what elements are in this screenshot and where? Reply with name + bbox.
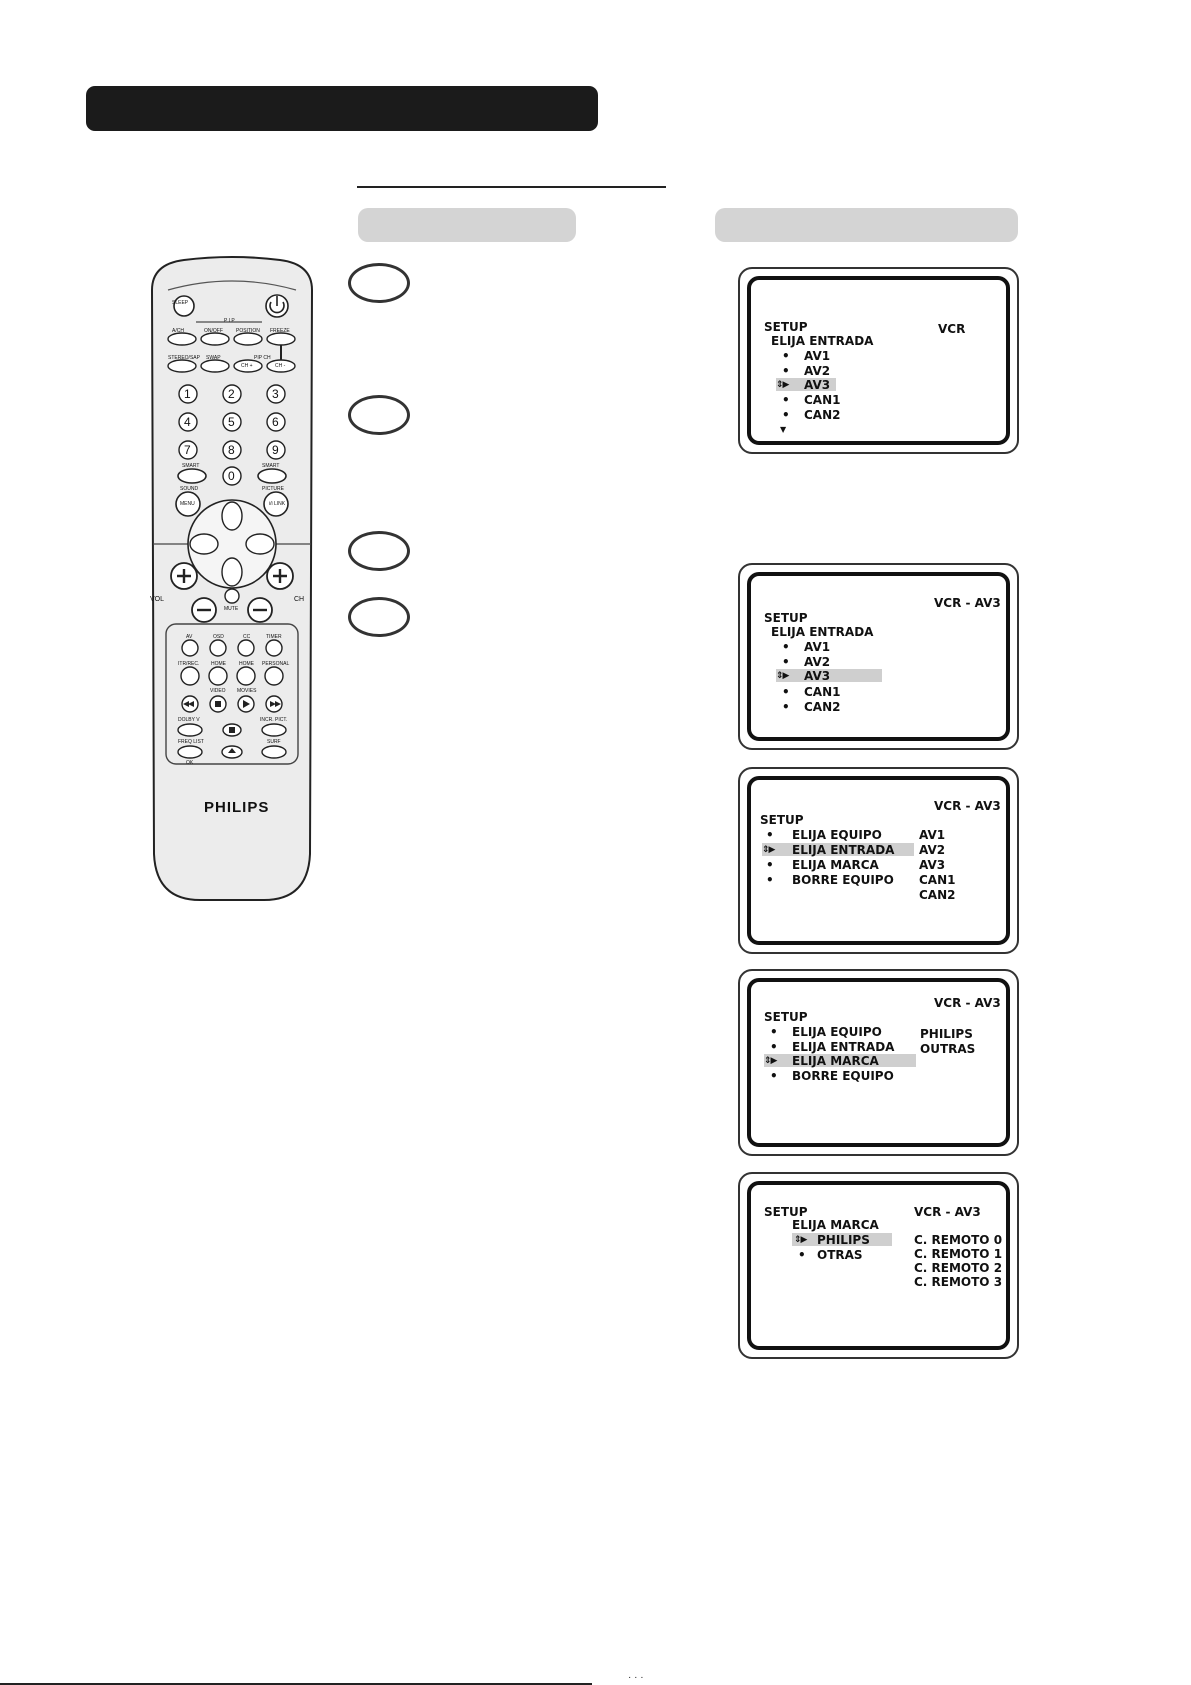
bullet-icon: • xyxy=(782,640,790,654)
freeze-button[interactable] xyxy=(267,333,295,345)
osd-label: OSD xyxy=(213,634,224,640)
setup-label: SETUP xyxy=(764,320,808,334)
ach-label: A/CH xyxy=(172,328,184,334)
menu-item: OTRAS xyxy=(817,1248,863,1262)
section-header-bar xyxy=(86,86,598,131)
mute-label: MUTE xyxy=(224,606,239,612)
column-heading-left xyxy=(358,208,576,242)
itr-rec-button[interactable] xyxy=(181,667,199,685)
step-oval-2 xyxy=(348,395,410,435)
cc-button[interactable] xyxy=(238,640,254,656)
title-underline xyxy=(357,186,666,188)
bullet-icon: • xyxy=(782,685,790,699)
cursor-down-button[interactable] xyxy=(222,558,242,586)
ok-label: OK xyxy=(186,760,194,766)
column-heading-right xyxy=(715,208,1018,242)
sleep-button[interactable] xyxy=(174,296,194,316)
setup-label: SETUP xyxy=(760,813,804,827)
stereo-sap-button[interactable] xyxy=(168,360,196,372)
dolby-button[interactable] xyxy=(178,724,202,736)
ilink-label: i/i LINK xyxy=(269,501,286,507)
screen-title: VCR xyxy=(938,322,966,336)
swap-label: SWAP xyxy=(206,355,221,361)
movies-label: MOVIES xyxy=(237,688,257,694)
digit-1-label: 1 xyxy=(184,387,191,401)
bullet-icon: • xyxy=(782,364,790,378)
screen-title: VCR - AV3 xyxy=(934,996,1001,1010)
menu-subtitle: ELIJA MARCA xyxy=(792,1218,879,1232)
ch-minus-label: CH - xyxy=(275,363,286,369)
av-label: AV xyxy=(186,634,193,640)
onoff-label: ON/OFF xyxy=(204,328,223,334)
digit-5-label: 5 xyxy=(228,415,235,429)
bullet-icon: • xyxy=(766,873,774,887)
option-item: C. REMOTO 0 xyxy=(914,1233,1003,1247)
incr-pict-button[interactable] xyxy=(262,724,286,736)
selection-arrow-icon: ⇕▶ xyxy=(776,380,789,390)
option-item: C. REMOTO 1 xyxy=(914,1247,1003,1261)
digit-7-label: 7 xyxy=(184,443,191,457)
menu-label: MENU xyxy=(180,501,195,507)
smart-right-label: SMART xyxy=(262,463,280,469)
picture-label: PICTURE xyxy=(262,486,284,492)
osd-screen-1 xyxy=(738,267,1019,454)
ach-button[interactable] xyxy=(168,333,196,345)
option-item: AV3 xyxy=(919,858,946,872)
sleep-label: SLEEP xyxy=(172,300,189,306)
pip-position-button[interactable] xyxy=(234,333,262,345)
digit-9-label: 9 xyxy=(272,443,279,457)
stereo-sap-label: STEREO/SAP xyxy=(168,355,200,361)
cursor-right-button[interactable] xyxy=(246,534,274,554)
digit-0-label: 0 xyxy=(228,469,235,483)
osd-screen-5 xyxy=(738,1172,1019,1359)
selection-arrow-icon: ⇕▶ xyxy=(794,1235,807,1245)
option-item: AV1 xyxy=(919,828,946,842)
bullet-icon: • xyxy=(782,408,790,422)
cc-label: CC xyxy=(243,634,251,640)
option-item: PHILIPS xyxy=(920,1027,973,1041)
menu-item: BORRE EQUIPO xyxy=(792,1069,894,1083)
bullet-icon: • xyxy=(782,393,790,407)
bullet-icon: • xyxy=(766,828,774,842)
osd-screen-3 xyxy=(738,767,1019,954)
menu-item: CAN1 xyxy=(804,393,841,407)
menu-subtitle: ELIJA ENTRADA xyxy=(771,334,874,348)
personal-label: PERSONAL xyxy=(262,661,290,667)
menu-item: AV2 xyxy=(804,364,831,378)
option-item: C. REMOTO 3 xyxy=(914,1275,1003,1289)
pip-ch-label: PIP CH xyxy=(254,355,271,361)
selection-arrow-icon: ⇕▶ xyxy=(762,845,775,855)
selection-arrow-icon: ⇕▶ xyxy=(764,1056,777,1066)
screen-title: VCR - AV3 xyxy=(934,596,1001,610)
swap-button[interactable] xyxy=(201,360,229,372)
brand-logo: PHILIPS xyxy=(204,799,270,816)
bullet-icon: • xyxy=(782,349,790,363)
timer-button[interactable] xyxy=(266,640,282,656)
smart-left-label: SMART xyxy=(182,463,200,469)
option-item: OUTRAS xyxy=(920,1042,976,1056)
freeze-label: FREEZE xyxy=(270,328,290,334)
bullet-icon: • xyxy=(782,655,790,669)
digit-8-label: 8 xyxy=(228,443,235,457)
home-movies-button[interactable] xyxy=(237,667,255,685)
footer-marks: · · · xyxy=(628,1672,644,1683)
option-item: CAN2 xyxy=(919,888,956,902)
pip-onoff-button[interactable] xyxy=(201,333,229,345)
selection-arrow-icon: ⇕▶ xyxy=(776,671,789,681)
menu-item: ELIJA EQUIPO xyxy=(792,828,882,842)
screen-title: VCR - AV3 xyxy=(914,1205,981,1219)
personal-button[interactable] xyxy=(265,667,283,685)
menu-item: CAN2 xyxy=(804,700,841,714)
mute-button[interactable] xyxy=(225,589,239,603)
step-oval-4 xyxy=(348,597,410,637)
freq-list-button[interactable] xyxy=(178,746,202,758)
menu-item: CAN1 xyxy=(804,685,841,699)
av-button[interactable] xyxy=(182,640,198,656)
setup-label: SETUP xyxy=(764,1010,808,1024)
osd-screen-4 xyxy=(738,969,1019,1156)
position-label: POSITION xyxy=(236,328,260,334)
digit-3-label: 3 xyxy=(272,387,279,401)
menu-subtitle: ELIJA ENTRADA xyxy=(771,625,874,639)
menu-item: CAN2 xyxy=(804,408,841,422)
menu-item-selected: AV3 xyxy=(804,669,831,683)
smart-sound-button[interactable] xyxy=(178,469,206,483)
home-movies-label: HOME xyxy=(239,661,254,667)
bullet-icon: • xyxy=(766,858,774,872)
menu-item: BORRE EQUIPO xyxy=(792,873,894,887)
home-video-button[interactable] xyxy=(209,667,227,685)
menu-item-selected: ELIJA ENTRADA xyxy=(792,843,895,857)
scroll-down-icon: ▼ xyxy=(780,425,787,434)
step-oval-3 xyxy=(348,531,410,571)
menu-item-selected: ELIJA MARCA xyxy=(792,1054,879,1068)
ch-plus-label: CH + xyxy=(241,363,253,369)
menu-item: AV1 xyxy=(804,640,831,654)
ch-label: CH xyxy=(294,596,305,603)
surf-button[interactable] xyxy=(262,746,286,758)
vol-label: VOL xyxy=(150,596,165,603)
screen-title: VCR - AV3 xyxy=(934,799,1001,813)
step-oval-1 xyxy=(348,263,410,303)
cursor-left-button[interactable] xyxy=(190,534,218,554)
menu-item-selected: PHILIPS xyxy=(817,1233,870,1247)
dolby-label: DOLBY V xyxy=(178,717,200,723)
remote-control xyxy=(144,254,320,904)
osd-button[interactable] xyxy=(210,640,226,656)
option-item: AV2 xyxy=(919,843,946,857)
home-video-label: HOME xyxy=(211,661,226,667)
cursor-up-button[interactable] xyxy=(222,502,242,530)
freq-list-label: FREQ LIST xyxy=(178,739,204,745)
bullet-icon: • xyxy=(770,1069,778,1083)
video-label: VIDEO xyxy=(210,688,226,694)
bullet-icon: • xyxy=(782,700,790,714)
menu-item: AV2 xyxy=(804,655,831,669)
menu-item-selected: AV3 xyxy=(804,378,831,392)
setup-label: SETUP xyxy=(764,611,808,625)
bullet-icon: • xyxy=(770,1040,778,1054)
menu-item: ELIJA EQUIPO xyxy=(792,1025,882,1039)
digit-4-label: 4 xyxy=(184,415,191,429)
surf-label: SURF xyxy=(267,739,281,745)
itr-rec-label: ITR/REC. xyxy=(178,661,200,667)
osd-screen-2 xyxy=(738,563,1019,750)
smart-picture-button[interactable] xyxy=(258,469,286,483)
menu-item: ELIJA MARCA xyxy=(792,858,879,872)
digit-6-label: 6 xyxy=(272,415,279,429)
menu-item: ELIJA ENTRADA xyxy=(792,1040,895,1054)
pip-label: P I P xyxy=(224,318,235,324)
option-item: CAN1 xyxy=(919,873,956,887)
digit-2-label: 2 xyxy=(228,387,235,401)
incr-pict-label: INCR. PICT. xyxy=(260,717,288,723)
sound-label: SOUND xyxy=(180,486,199,492)
bullet-icon: • xyxy=(770,1025,778,1039)
bullet-icon: • xyxy=(798,1248,806,1262)
menu-item: AV1 xyxy=(804,349,831,363)
timer-label: TIMER xyxy=(266,634,282,640)
option-item: C. REMOTO 2 xyxy=(914,1261,1003,1275)
setup-label: SETUP xyxy=(764,1205,808,1219)
